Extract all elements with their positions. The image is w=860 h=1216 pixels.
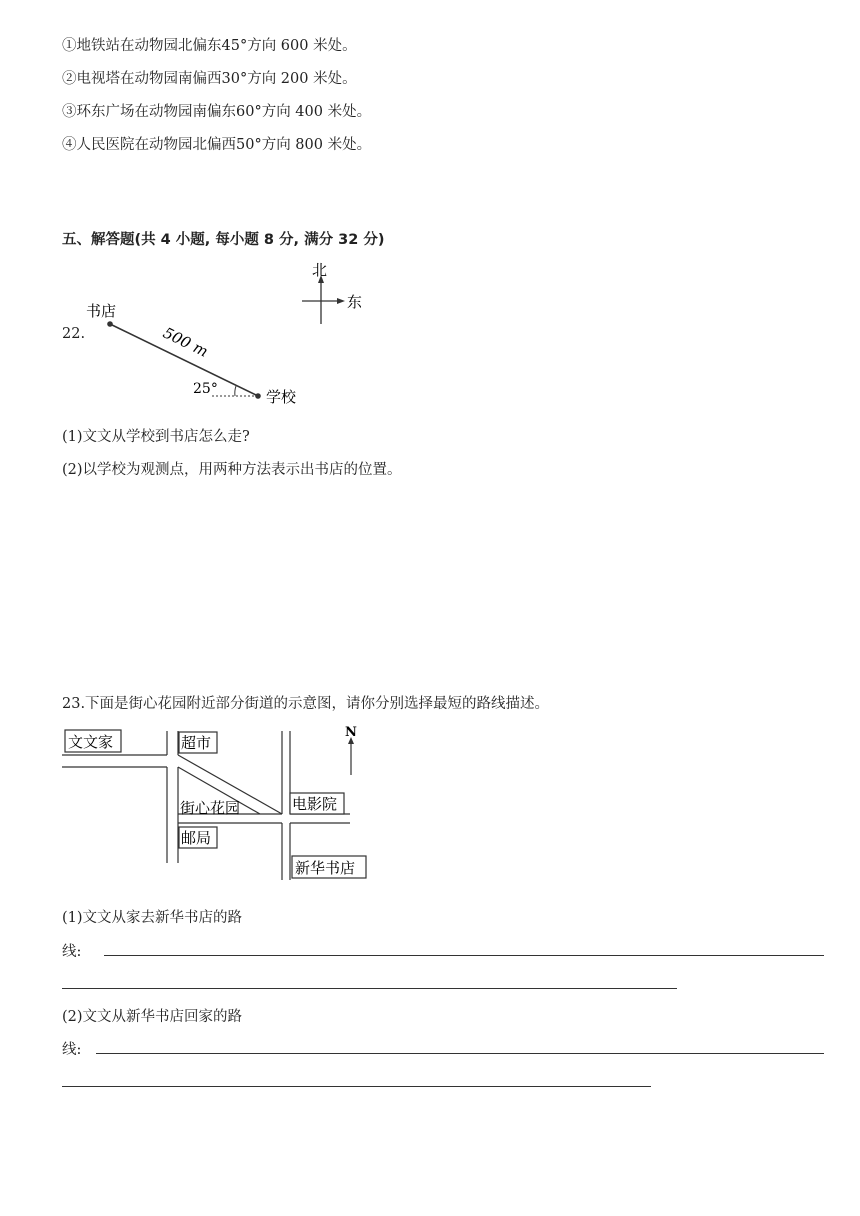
statement-3: ③环东广场在动物园南偏东60°方向 400 米处。 <box>62 104 372 120</box>
bookstore-label: 书店 <box>86 302 117 320</box>
supermarket-label: 超市 <box>181 734 212 752</box>
q23-sub1-label: 线: <box>62 944 82 960</box>
q22-diagram <box>0 0 860 420</box>
bookstore-point <box>107 321 113 327</box>
q22-number: 22. <box>62 326 86 342</box>
garden-label: 街心花园 <box>180 799 241 817</box>
map-north-label: N <box>345 725 357 740</box>
q23-street-map <box>0 720 860 890</box>
post-label: 邮局 <box>181 829 212 847</box>
q22-sub1: (1)文文从学校到书店怎么走? <box>62 429 250 445</box>
statement-1: ①地铁站在动物园北偏东45°方向 600 米处。 <box>62 38 357 54</box>
compass-east-label: 东 <box>347 293 363 311</box>
statement-2: ②电视塔在动物园南偏西30°方向 200 米处。 <box>62 71 357 87</box>
cinema-label: 电影院 <box>292 795 338 813</box>
compass-east-arrow <box>337 298 345 304</box>
xinhua-label: 新华书店 <box>295 859 356 877</box>
answer-line-2a[interactable] <box>96 1053 824 1054</box>
home-label: 文文家 <box>68 733 114 751</box>
angle-label: 25° <box>193 381 218 397</box>
school-point <box>255 393 261 399</box>
compass-north-label: 北 <box>312 261 328 279</box>
answer-line-1a[interactable] <box>104 955 824 956</box>
q22-sub2: (2)以学校为观测点，用两种方法表示出书店的位置。 <box>62 462 402 478</box>
q23-sub2-label: 线: <box>62 1042 82 1058</box>
angle-arc <box>235 386 236 396</box>
q23-sub2-text: (2)文文从新华书店回家的路 <box>62 1009 243 1025</box>
school-label: 学校 <box>266 388 297 406</box>
q23-question: 23.下面是街心花园附近部分街道的示意图，请你分别选择最短的路线描述。 <box>62 696 550 712</box>
answer-line-2b[interactable] <box>62 1086 651 1087</box>
section-heading: 五、解答题(共 4 小题, 每小题 8 分, 满分 32 分) <box>62 232 385 248</box>
answer-line-1b[interactable] <box>62 988 677 989</box>
q23-sub1-text: (1)文文从家去新华书店的路 <box>62 910 243 926</box>
statement-4: ④人民医院在动物园北偏西50°方向 800 米处。 <box>62 137 372 153</box>
distance-label: 500 m <box>160 323 211 361</box>
